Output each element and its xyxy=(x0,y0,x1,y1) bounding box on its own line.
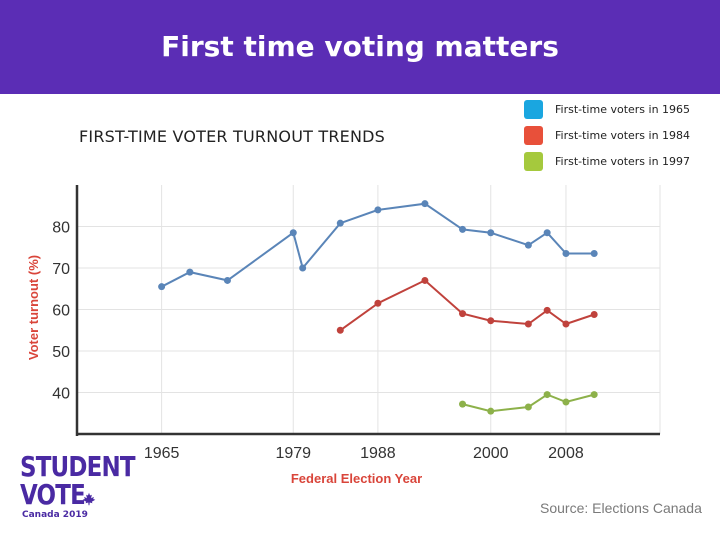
data-point-1965 xyxy=(374,206,381,213)
legend-label-1997: First-time voters in 1997 xyxy=(555,155,691,168)
source-note: Source: Elections Canada xyxy=(540,500,702,516)
data-point-1965 xyxy=(544,229,551,236)
y-tick-label: 40 xyxy=(52,385,70,403)
legend-label-1984: First-time voters in 1984 xyxy=(555,129,691,142)
y-tick-label: 50 xyxy=(52,344,70,361)
x-tick-label: 2008 xyxy=(548,445,584,462)
logo-text-vote: VOTE xyxy=(20,478,85,511)
x-tick-label: 1979 xyxy=(275,445,312,462)
data-point-1965 xyxy=(158,283,165,290)
logo-text-canada-2019: Canada 2019 xyxy=(22,510,88,520)
data-point-1984 xyxy=(459,310,466,317)
x-axis-title: Federal Election Year xyxy=(290,471,423,486)
data-point-1965 xyxy=(224,277,231,284)
data-point-1997 xyxy=(525,404,532,411)
x-tick-label: 1965 xyxy=(143,445,180,462)
data-point-1997 xyxy=(459,401,466,408)
data-point-1984 xyxy=(525,321,532,328)
y-tick-label: 60 xyxy=(52,302,70,320)
data-point-1965 xyxy=(459,226,466,233)
data-point-1965 xyxy=(299,265,306,272)
data-point-1965 xyxy=(487,229,494,236)
data-point-1997 xyxy=(562,399,569,406)
data-point-1984 xyxy=(421,277,428,284)
y-tick-label: 70 xyxy=(52,261,70,278)
legend-label-1965: First-time voters in 1965 xyxy=(555,103,691,116)
data-point-1965 xyxy=(421,200,428,207)
data-point-1965 xyxy=(562,250,569,257)
y-axis-title: Voter turnout (%) xyxy=(26,254,41,361)
data-point-1965 xyxy=(186,269,193,276)
data-point-1997 xyxy=(487,408,494,415)
chart-heading: FIRST-TIME VOTER TURNOUT TRENDS xyxy=(79,127,386,146)
data-point-1965 xyxy=(290,229,297,236)
x-tick-label: 2000 xyxy=(472,445,509,462)
data-point-1997 xyxy=(544,391,551,398)
logo-text-student: STUDENT xyxy=(20,450,135,483)
data-point-1984 xyxy=(544,307,551,314)
data-point-1965 xyxy=(525,242,532,249)
data-point-1984 xyxy=(591,311,598,318)
y-tick-label: 80 xyxy=(52,219,70,237)
data-point-1984 xyxy=(562,321,569,328)
maple-leaf-icon xyxy=(82,492,96,506)
data-point-1997 xyxy=(591,391,598,398)
x-tick-label: 1988 xyxy=(360,445,396,462)
data-point-1984 xyxy=(337,327,344,334)
data-point-1984 xyxy=(374,300,381,307)
data-point-1965 xyxy=(337,220,344,227)
page-title: First time voting matters xyxy=(161,30,559,63)
data-point-1965 xyxy=(591,250,598,257)
chart-axes xyxy=(26,185,660,486)
data-point-1984 xyxy=(487,317,494,324)
